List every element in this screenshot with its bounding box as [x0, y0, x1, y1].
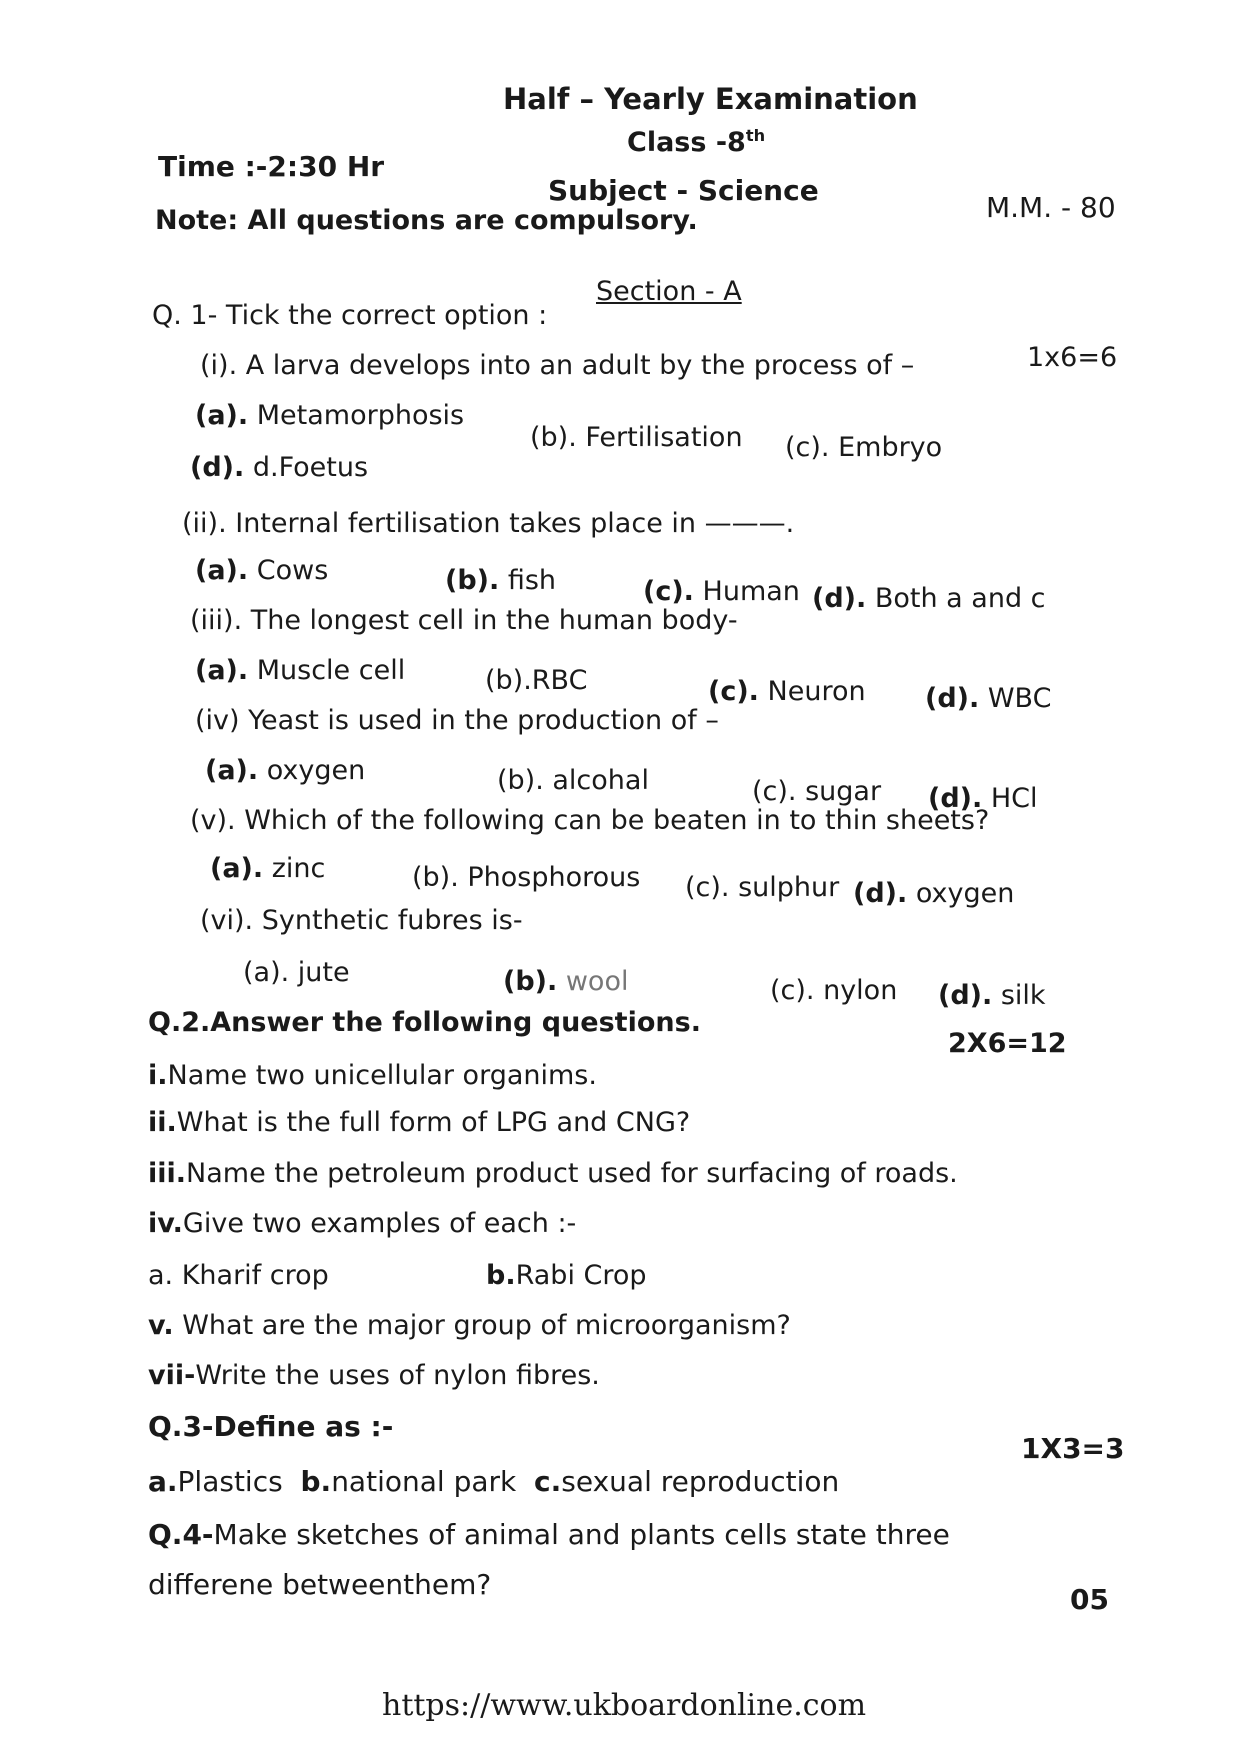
q2-item-3: iii.Name the petroleum product used for surfacing of roads.: [148, 1158, 958, 1189]
q1-item-1: (i). A larva develops into an adult by the process of –: [200, 350, 915, 381]
exam-title: Half – Yearly Examination: [503, 82, 918, 116]
time-label: Time :-2:30 Hr: [158, 150, 385, 183]
q1-item-1-option-d: (d). d.Foetus: [190, 452, 369, 483]
class-text: Class -8: [627, 127, 746, 158]
note-text: Note: All questions are compulsory.: [155, 205, 698, 236]
q1-item-2-option-a: (a). Cows: [195, 555, 329, 586]
q1-item-2-option-b: (b). fish: [445, 565, 557, 596]
q1-item-2: (ii). Internal fertilisation takes place in ———.: [182, 508, 795, 539]
q3-title: Q.3-Define as :-: [148, 1410, 394, 1443]
q1-item-2-option-d: (d). Both a and c: [812, 583, 1046, 614]
q1-item-6: (vi). Synthetic fubres is-: [200, 905, 523, 936]
q2-item-4-sub-a: a. Kharif crop: [148, 1260, 329, 1291]
q1-item-2-option-c: (c). Human: [643, 576, 800, 607]
subject-label: Subject - Science: [548, 174, 819, 207]
q2-title: Q.2.Answer the following questions.: [148, 1007, 701, 1038]
q1-item-6-option-c: (c). nylon: [770, 975, 898, 1006]
q2-item-5: v. What are the major group of microorganism?: [148, 1310, 791, 1341]
q1-item-3: (iii). The longest cell in the human body-: [190, 605, 738, 636]
class-superscript: th: [745, 126, 766, 145]
q1-item-6-option-b: (b). wool: [503, 966, 629, 997]
q1-item-4-option-d: (d). HCl: [928, 783, 1038, 814]
q1-item-1-option-c: (c). Embryo: [785, 432, 943, 463]
q1-item-1-option-b: (b). Fertilisation: [530, 422, 743, 453]
footer-url[interactable]: https://www.ukboardonline.com: [382, 1688, 867, 1723]
q1-item-3-option-c: (c). Neuron: [708, 676, 866, 707]
q1-item-5-option-a: (a). zinc: [210, 853, 326, 884]
q1-item-5-option-c: (c). sulphur: [685, 872, 840, 903]
q1-item-4-option-c: (c). sugar: [752, 776, 882, 807]
q1-item-6-option-a: (a). jute: [243, 957, 350, 988]
q3-marks: 1X3=3: [1021, 1432, 1125, 1465]
q4-marks: 05: [1070, 1583, 1109, 1616]
class-label: [627, 126, 765, 158]
q1-item-5: (v). Which of the following can be beaten in to thin sheets?: [190, 805, 990, 836]
q1-item-4-option-b: (b). alcohal: [497, 765, 649, 796]
q1-item-5-option-d: (d). oxygen: [853, 878, 1015, 909]
q1-marks: 1x6=6: [1027, 342, 1118, 373]
q2-item-4: iv.Give two examples of each :-: [148, 1208, 577, 1239]
max-marks: M.M. - 80: [986, 191, 1116, 224]
q4-line-1: Q.4-Make sketches of animal and plants cells state three: [148, 1518, 950, 1551]
q1-item-4: (iv) Yeast is used in the production of –: [195, 705, 719, 736]
q1-title: Q. 1- Tick the correct option :: [152, 300, 548, 331]
q2-item-2: ii.What is the full form of LPG and CNG?: [148, 1107, 691, 1138]
q1-item-5-option-b: (b). Phosphorous: [412, 862, 641, 893]
q2-item-4-sub-b: b.Rabi Crop: [486, 1260, 647, 1291]
q1-item-4-option-a: (a). oxygen: [205, 755, 366, 786]
q2-item-6: vii-Write the uses of nylon fibres.: [148, 1360, 600, 1391]
q1-item-3-option-a: (a). Muscle cell: [195, 655, 406, 686]
q1-item-3-option-d: (d). WBC: [925, 683, 1052, 714]
q3-terms: a.Plastics b.national park c.sexual reproduction: [148, 1465, 840, 1498]
q2-marks: 2X6=12: [948, 1028, 1067, 1059]
q4-line-2: differene betweenthem?: [148, 1568, 492, 1601]
q1-item-3-option-b: (b).RBC: [485, 665, 588, 696]
q1-item-1-option-a: (a). Metamorphosis: [195, 400, 465, 431]
q1-item-6-option-d: (d). silk: [938, 980, 1046, 1011]
section-heading: Section - A: [596, 276, 742, 307]
q2-item-1: i.Name two unicellular organims.: [148, 1060, 597, 1091]
